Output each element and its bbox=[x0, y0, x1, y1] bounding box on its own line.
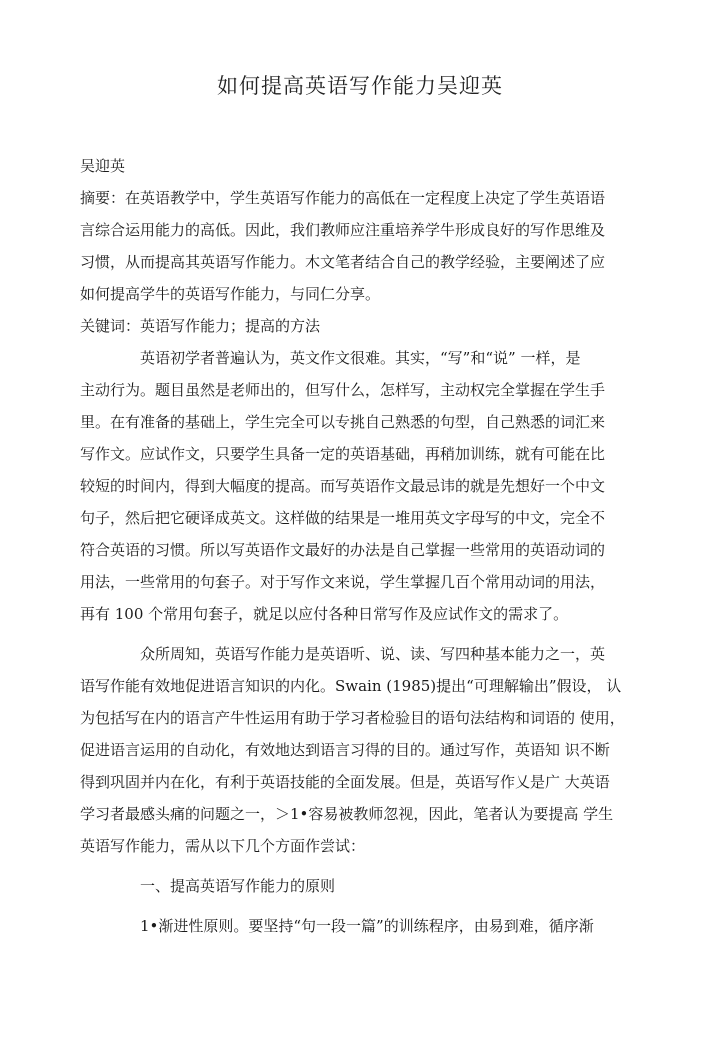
keywords-line: 关键词：英语写作能力；提高的方法 bbox=[80, 317, 321, 335]
paragraph-1 bbox=[80, 342, 642, 630]
abstract-line: 摘要：在英语教学中，学生英语写作能力的高低在一定程度上决定了学生英语语 bbox=[80, 189, 606, 207]
document-title: 如何提高英语写作能力吴迎英 bbox=[217, 74, 503, 98]
paragraph-line: 符合英语的习惯。所以写英语作文最好的办法是自己掌握一些常用的英语动词的 bbox=[80, 541, 606, 559]
author-line: 吴迎英 bbox=[80, 157, 126, 175]
abstract-line: 习惯，从而提高其英语写作能力。木文笔者结合自己的教学经验，主要阐述了应 bbox=[80, 253, 606, 271]
paragraph-line: 促进语言运用的自动化，有效地达到语言习得的目的。通过写作，英语知 识不断 bbox=[80, 741, 610, 759]
paragraph-line: 语写作能有效地促进语言知识的内化。Swain (1985)提出“可理解输出”假设， 认 bbox=[80, 677, 622, 695]
paragraph-line: 句子，然后把它硬译成英文。这样做的结果是一堆用英文字母写的中文，完全不 bbox=[80, 509, 606, 527]
abstract-line: 言综合运用能力的高低。因此，我们教师应注重培养学牛形成良好的写作思维及 bbox=[80, 221, 606, 239]
section-heading: 一、提高英语写作能力的原则 bbox=[140, 877, 336, 895]
paragraph-line: 英语写作能力，需从以下几个方面作尝试： bbox=[80, 837, 366, 855]
paragraph-2 bbox=[80, 638, 642, 862]
document-body bbox=[80, 150, 642, 942]
paragraph-line: 再有 100 个常用句套子，就足以应付各种日常写作及应试作文的需求了。 bbox=[80, 605, 569, 623]
paragraph-line: 学习者最感头痛的问题之一，＞1•容易被教师忽视，因此，笔者认为要提高 学生 bbox=[80, 805, 614, 823]
paragraph-line: 里。在有准备的基础上，学生完全可以专挑自己熟悉的句型，自己熟悉的词汇来 bbox=[80, 413, 606, 431]
paragraph-line: 英语初学者普遍认为，英文作文很难。其实，“写”和“说” 一样，是 bbox=[140, 349, 581, 367]
paragraph-line: 为包括写在内的语言产牛性运用有助于学习者检验目的语句法结构和词语的 使用， bbox=[80, 709, 625, 727]
point-line: 1•渐进性原则。要坚持“句一段一篇”的训练程序，由易到难，循序渐 bbox=[140, 917, 594, 935]
paragraph-line: 较短的时间内，得到大幅度的提高。而写英语作文最忌讳的就是先想好一个中文 bbox=[80, 477, 606, 495]
paragraph-line: 众所周知，英语写作能力是英语听、说、读、写四种基本能力之一，英 bbox=[140, 645, 606, 663]
abstract bbox=[80, 182, 642, 310]
paragraph-line: 得到巩固并内在化，有利于英语技能的全面发展。但是，英语写作乂是广 大英语 bbox=[80, 773, 610, 791]
paragraph-line: 用法，一些常用的句套子。对于写作文来说，学生掌握几百个常用动词的用法， bbox=[80, 573, 606, 591]
paragraph-line: 主动行为。题目虽然是老师出的，但写什么，怎样写，主动权完全掌握在学生手 bbox=[80, 381, 606, 399]
paragraph-line: 写作文。应试作文，只要学生具备一定的英语基础，再稍加训练，就有可能在比 bbox=[80, 445, 606, 463]
abstract-line: 如何提高学牛的英语写作能力，与同仁分享。 bbox=[80, 285, 381, 303]
